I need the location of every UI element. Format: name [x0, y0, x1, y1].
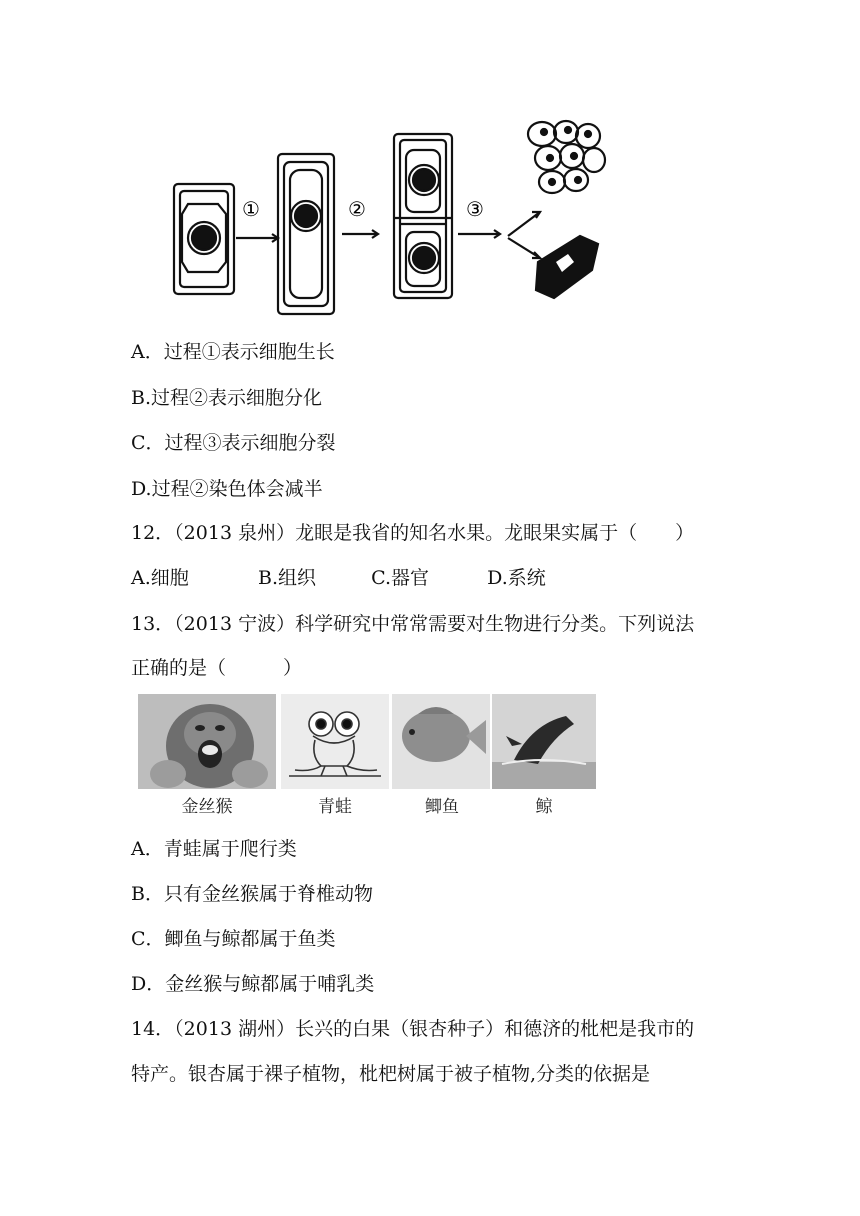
q12-options — [131, 566, 546, 590]
photo-frog — [281, 694, 389, 789]
cell-divided — [394, 134, 452, 298]
q12-option-a: A.细胞 — [131, 567, 189, 589]
q13-option-a: A．青蛙属于爬行类 — [131, 838, 297, 860]
q13-stem-line1: 13．（2013 宁波）科学研究中常常需要对生物进行分类。下列说法 — [131, 613, 695, 635]
tissue-dark-block — [536, 236, 598, 298]
step-label-2: ② — [348, 197, 366, 221]
q11-option-d: D.过程②染色体会减半 — [131, 478, 323, 500]
q14-stem-line2: 特产。银杏属于裸子植物，枇杷树属于被子植物,分类的依据是 — [131, 1063, 651, 1085]
q13-stem-line2: 正确的是（ ） — [131, 657, 303, 679]
photo-golden-monkey — [138, 694, 276, 789]
q11-option-a: A．过程①表示细胞生长 — [131, 341, 335, 363]
q12-option-b: B.组织 — [258, 567, 317, 589]
q14-stem-line1: 14．（2013 湖州）长兴的白果（银杏种子）和德济的枇杷是我市的 — [131, 1018, 695, 1040]
q13-option-c: C．鲫鱼与鲸都属于鱼类 — [131, 928, 336, 950]
cell-process-diagram — [160, 112, 620, 322]
caption-golden-monkey: 金丝猴 — [181, 797, 233, 817]
q11-option-b: B.过程②表示细胞分化 — [131, 387, 323, 409]
photo-whale — [492, 694, 596, 789]
q12-option-d: D.系统 — [487, 567, 546, 589]
caption-crucian-carp: 鲫鱼 — [425, 797, 459, 817]
photo-crucian-carp — [392, 694, 490, 789]
q11-option-c: C．过程③表示细胞分裂 — [131, 432, 336, 454]
cell-grown — [278, 154, 334, 314]
q13-option-d: D．金丝猴与鲸都属于哺乳类 — [131, 973, 375, 995]
cell-original — [174, 184, 234, 294]
step-label-1: ① — [242, 197, 260, 221]
step-label-3: ③ — [466, 197, 484, 221]
animal-photo-strip — [138, 694, 596, 818]
tissue-round-cells — [528, 121, 605, 193]
caption-frog: 青蛙 — [318, 797, 352, 817]
q12-stem: 12．（2013 泉州）龙眼是我省的知名水果。龙眼果实属于（ ） — [131, 522, 695, 544]
q12-option-c: C.器官 — [371, 567, 429, 589]
caption-whale: 鲸 — [535, 797, 553, 817]
q13-option-b: B．只有金丝猴属于脊椎动物 — [131, 883, 373, 905]
